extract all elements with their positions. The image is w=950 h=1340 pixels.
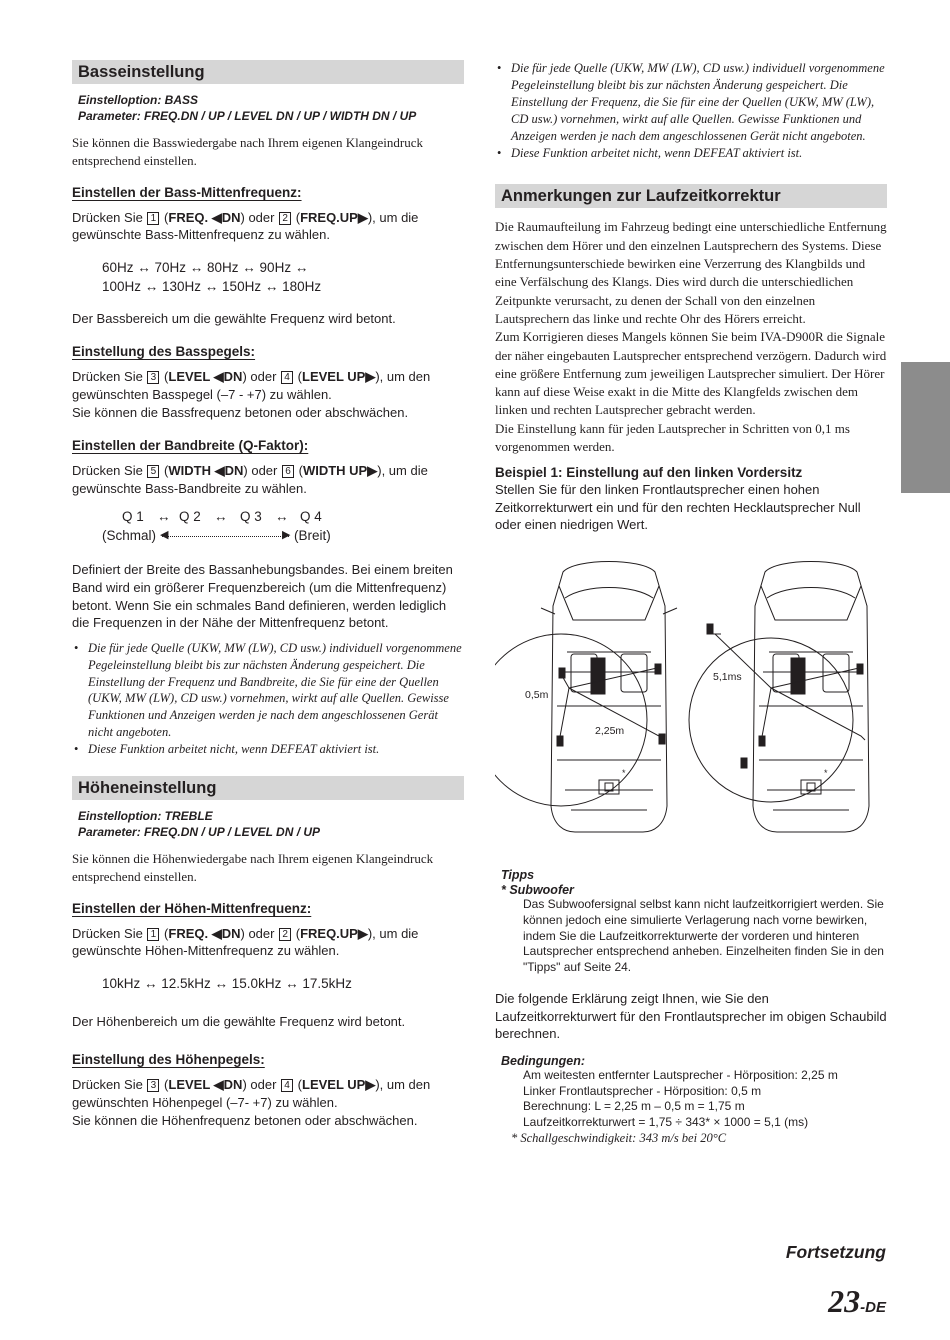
treble-intro: Sie können die Höhenwiedergabe nach Ihrem eigenen Klangeindruck entsprechend einstellen. xyxy=(72,851,434,885)
example-text: Stellen Sie für den linken Frontlautsprecher einen hohen Zeitkorrekturwert ein und für den rechten Hecklautsprecher Null oder einen niedrigen Wert. xyxy=(495,482,861,533)
distance-label-2-25m: 2,25m xyxy=(595,725,625,738)
car-right xyxy=(689,562,869,833)
example-title: Beispiel 1: Einstellung auf den linken Vordersitz xyxy=(495,465,803,481)
bass-params: Parameter: FREQ.DN / UP / LEVEL DN / UP / WIDTH DN / UP xyxy=(78,109,417,123)
bass-option: Einstelloption: BASS xyxy=(78,93,198,107)
subwoofer-star-left: * xyxy=(622,768,626,779)
conditions-title: Bedingungen: xyxy=(501,1053,586,1068)
page-number: 23-DE xyxy=(828,1283,886,1319)
treble-mid-note: Der Höhenbereich um die gewählte Frequenz wird betont. xyxy=(72,1013,406,1029)
tips-text: Das Subwoofersignal selbst kann nicht laufzeitkorrigiert werden. Sie können jedoch eine simulierte Verlagerung nach vorne bewirken, indem Sie die Laufzeitkorrekturwerte der vorderen und hinteren Lautsprecher entsprechend anheben. Einzelheiten finden Sie in den "Tipps" auf Seite 24. xyxy=(523,897,884,975)
chapter-tab xyxy=(901,362,950,493)
condition-2: Linker Frontlautsprecher - Hörposition: 0,5 m xyxy=(523,1083,762,1098)
tips-block xyxy=(495,868,887,976)
bass-level-title: Einstellung des Basspegels: xyxy=(72,344,256,360)
bass-width-instruction: Drücken Sie 5 (WIDTH ◀DN) oder 6 (WIDTH UP▶), um die gewünschte Bass-Bandbreite zu wählen. xyxy=(72,463,428,496)
tips-subtitle: * Subwoofer xyxy=(501,883,574,898)
sound-speed-note: * Schallgeschwindigkeit: 343 m/s bei 20°C xyxy=(511,1131,727,1146)
tc-paragraph-2: Zum Korrigieren dieses Mangels können Sie beim IVA-D900R die Signale der näher eingebauten Lautsprecher entsprechend verzögern. Dadurch wird eine größere Entfernung zum jeweiligen Lautsprecher simuliert. Der Hörer kann auf diese Weise exakt in die Mitte des Klangfelds zwischen dem linken und rechten Lautsprecher gebracht werden. xyxy=(495,329,887,418)
treble-freq-list: 10kHz ↔ 12.5kHz ↔ 15.0kHz ↔ 17.5kHz xyxy=(102,975,352,991)
bass-mid-title: Einstellen der Bass-Mittenfrequenz: xyxy=(72,184,302,200)
section-header-treble: Höheneinstellung xyxy=(72,776,464,800)
q-factor-scale: Q 1 ↔ Q 2 ↔ Q 3 ↔ Q 4 (Schmal) ◀ ▶ (Breit) xyxy=(102,509,331,544)
bass-width-note: Definiert der Breite des Bassanhebungsbandes. Bei einem breiten Band wird ein größerer Frequenzbereich (um die Mittenfrequenz) betont. Wenn Sie ein schmales Band definieren, werden lediglich die Frequenzen in der Nähe der Mittenfrequenz betont. xyxy=(72,562,453,631)
distance-label-0-5m: 0,5m xyxy=(525,689,549,702)
condition-1: Am weitesten entfernter Lautsprecher - Hörposition: 2,25 m xyxy=(523,1067,838,1082)
treble-mid-title: Einstellen der Höhen-Mittenfrequenz: xyxy=(72,900,312,916)
bass-notes xyxy=(72,640,464,758)
subwoofer-star-right: * xyxy=(824,768,828,779)
section-header-bass: Basseinstellung xyxy=(72,60,464,84)
right-column xyxy=(495,60,887,1146)
car-left xyxy=(495,562,677,833)
bass-note-2: • Diese Funktion arbeitet nicht, wenn DEFEAT aktiviert ist. xyxy=(72,741,464,758)
bass-level-instruction: Drücken Sie 3 (LEVEL ◀DN) oder 4 (LEVEL UP▶), um den gewünschten Basspegel (–7 - +7) zu wählen. Sie können die Bassfrequenz betonen oder abschwächen. xyxy=(72,369,431,420)
tips-title: Tipps xyxy=(501,868,535,883)
car-delay-diagram xyxy=(495,554,887,844)
bass-intro: Sie können die Basswiedergabe nach Ihrem eigenen Klangeindruck entsprechend einstellen. xyxy=(72,135,423,169)
treble-notes xyxy=(495,60,887,161)
treble-note-2: • Diese Funktion arbeitet nicht, wenn DEFEAT aktiviert ist. xyxy=(495,145,887,162)
conditions-block xyxy=(495,1054,887,1146)
tc-paragraph-3: Die Einstellung kann für jeden Lautsprecher in Schritten von 0,1 ms vorgenommen werden. xyxy=(495,420,850,454)
tc-paragraph-1: Die Raumaufteilung im Fahrzeug bedingt eine unterschiedliche Entfernung zwischen dem Hörer und den einzelnen Lautsprechern des Systems. Diese Entfernungsunterschiede bewirken eine Verzerrung des Klangbilds und eine Verfälschung des Klangs. Dies wird durch die unterschiedlichen Zeitpunkte verursacht, zu denen der Schall von den einzelnen Lautsprechern das linke und rechte Ohr des Hörers erreicht. xyxy=(495,219,887,326)
treble-mid-instruction: Drücken Sie 1 (FREQ. ◀DN) oder 2 (FREQ.UP▶), um die gewünschte Höhen-Mittenfrequenz zu wählen. xyxy=(72,925,419,959)
bass-freq-list: 60Hz ↔ 70Hz ↔ 80Hz ↔ 90Hz ↔ 100Hz ↔ 130Hz ↔ 150Hz ↔ 180Hz xyxy=(102,259,322,294)
delay-label-5-1ms: 5,1ms xyxy=(713,671,742,684)
condition-3: Berechnung: L = 2,25 m – 0,5 m = 1,75 m xyxy=(523,1099,745,1114)
left-column xyxy=(72,60,464,1129)
section-header-time-correction: Anmerkungen zur Laufzeitkorrektur xyxy=(495,184,887,208)
treble-level-instruction: Drücken Sie 3 (LEVEL ◀DN) oder 4 (LEVEL UP▶), um den gewünschten Höhenpegel (–7- +7) zu wählen. Sie können die Höhenfrequenz betonen oder abschwächen. xyxy=(72,1077,431,1128)
condition-4: Laufzeitkorrekturwert = 1,75 ÷ 343* × 1000 = 5,1 (ms) xyxy=(523,1115,809,1130)
treble-option: Einstelloption: TREBLE xyxy=(78,809,213,824)
explanation: Die folgende Erklärung zeigt Ihnen, wie Sie den Laufzeitkorrekturwert für den Frontlautsprecher im obigen Schaubild berechnen. xyxy=(495,991,887,1042)
treble-level-title: Einstellung des Höhenpegels: xyxy=(72,1052,265,1068)
bass-note-1: • Die für jede Quelle (UKW, MW (LW), CD usw.) individuell vorgenommene Pegeleinstellung bleibt bis zur nächsten Änderung gespeichert. Die Einstellung der Frequenz und Bandbreite, die Sie für eine der Quellen (UKW, MW (LW), CD usw.) vornehmen, wirkt auf alle Quellen. Gewisse Funktionen und Anzeigen werden je nach dem angeschlossenen Gerät nicht angeboten. xyxy=(72,640,464,741)
treble-note-1: • Die für jede Quelle (UKW, MW (LW), CD usw.) individuell vorgenommene Pegeleinstellung bleibt bis zur nächsten Änderung gespeichert. Die Einstellung der Frequenz, die Sie für eine der Quellen (UKW, MW (LW), CD usw.) vornehmen, wirkt auf alle Quellen. Gewisse Funktionen und Anzeigen werden je nach dem angeschlossenen Gerät nicht angeboten. xyxy=(495,60,887,145)
continued-label: Fortsetzung xyxy=(785,1242,886,1262)
bass-mid-instruction: Drücken Sie 1 (FREQ. ◀DN) oder 2 (FREQ.UP▶), um die gewünschte Bass-Mittenfrequenz zu wählen. xyxy=(72,209,419,243)
treble-params: Parameter: FREQ.DN / UP / LEVEL DN / UP xyxy=(78,825,321,840)
bass-width-title: Einstellen der Bandbreite (Q-Faktor): xyxy=(72,438,309,454)
bass-mid-note: Der Bassbereich um die gewählte Frequenz wird betont. xyxy=(72,310,396,326)
